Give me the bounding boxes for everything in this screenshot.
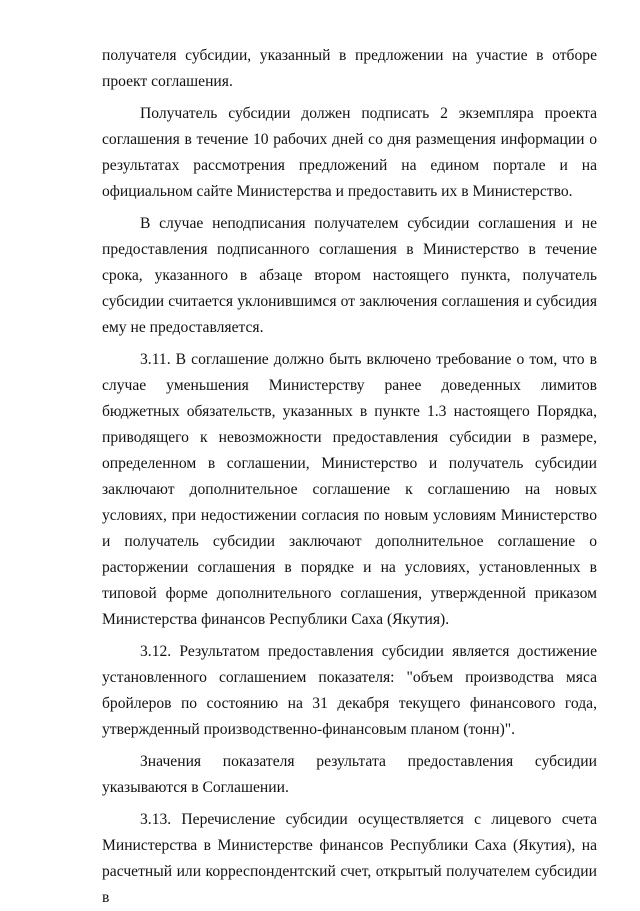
paragraph-clause-3-11: 3.11. В соглашение должно быть включено требование о том, что в случае уменьшения Министерству ранее доведенных лимитов бюджетных обязательств, указанных в пункте 1.3 настоящего Порядка, приводящего к невозможности предоставления субсидии в размере, определенном в соглашении, Министерство и получатель субсидии заключают дополнительное соглашение к соглашению на новых условиях, при недостижении согласия по новым условиям Министерство и получатель субсидии заключают дополнительное соглашение о расторжении соглашения в порядке и на условиях, установленных в типовой форме дополнительного соглашения, утвержденной приказом Министерства финансов Республики Саха (Якутия).: [102, 351, 597, 628]
paragraph-non-signing: В случае неподписания получателем субсидии соглашения и не предоставления подписанного соглашения в Министерство в течение срока, указанного в абзаце втором настоящего пункта, получатель субсидии считается уклонившимся от заключения соглашения и субсидия ему не предоставляется.: [102, 215, 597, 336]
paragraph-signing-requirement: Получатель субсидии должен подписать 2 экземпляра проекта соглашения в течение 10 рабочих дней со дня размещения информации о результатах рассмотрения предложений на едином портале и на официальном сайте Министерства и предоставить их в Министерство.: [102, 105, 597, 200]
paragraph-clause-3-13: 3.13. Перечисление субсидии осуществляется с лицевого счета Министерства в Министерстве финансов Республики Саха (Якутия), на расчетный или корреспондентский счет, открытый получателем субсидии в: [102, 811, 597, 906]
paragraph-clause-3-12: 3.12. Результатом предоставления субсидии является достижение установленного соглашением показателя: "объем производства мяса бройлеров по состоянию на 31 декабря текущего финансового года, утвержденный производственно-финансовым планом (тонн)".: [102, 643, 597, 738]
paragraph-continuation: получателя субсидии, указанный в предложении на участие в отборе проект соглашения.: [102, 47, 597, 90]
paragraph-indicator-values: Значения показателя результата предоставления субсидии указываются в Соглашении.: [102, 753, 597, 796]
